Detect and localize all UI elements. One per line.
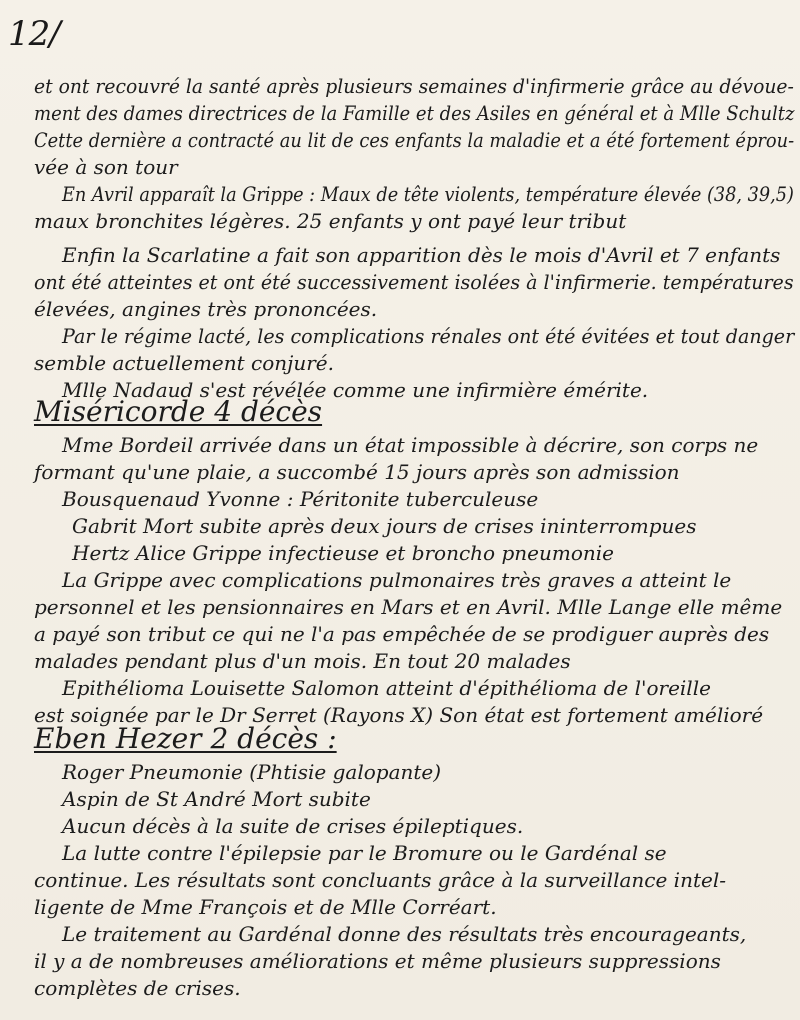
text-line: et ont recouvré la santé après plusieurs semaines d'infirmerie grâce au dévoue- <box>34 74 794 98</box>
section-heading: Miséricorde 4 décès <box>34 395 323 428</box>
text-line: Enfin la Scarlatine a fait son apparition dès le mois d'Avril et 7 enfants <box>62 243 781 267</box>
text-line: Aspin de St André Mort subite <box>62 787 371 811</box>
text-line: malades pendant plus d'un mois. En tout 20 malades <box>34 649 571 673</box>
text-line: est soignée par le Dr Serret (Rayons X) Son état est fortement amélioré <box>34 703 764 727</box>
text-line: continue. Les résultats sont concluants grâce à la surveillance intel- <box>34 868 726 892</box>
text-line: Mme Bordeil arrivée dans un état impossible à décrire, son corps ne <box>62 433 759 457</box>
text-line: ont été atteintes et ont été successivement isolées à l'infirmerie. températures <box>34 270 794 294</box>
text-line: personnel et les pensionnaires en Mars et en Avril. Mlle Lange elle même <box>34 595 783 619</box>
text-line: maux bronchites légères. 25 enfants y ont payé leur tribut <box>34 209 627 233</box>
text-line: Bousquenaud Yvonne : Péritonite tuberculeuse <box>62 487 539 511</box>
text-line: Mlle Nadaud s'est révélée comme une infirmière émérite. <box>62 378 649 402</box>
text-line: il y a de nombreuses améliorations et même plusieurs suppressions <box>34 949 721 973</box>
text-line: Le traitement au Gardénal donne des résultats très encourageants, <box>62 922 747 946</box>
text-line: vée à son tour <box>34 155 178 179</box>
text-line: élevées, angines très prononcées. <box>34 297 378 321</box>
text-line: En Avril apparaît la Grippe : Maux de tête violents, température élevée (38, 39,5) <box>62 182 794 206</box>
text-line: formant qu'une plaie, a succombé 15 jours après son admission <box>34 460 680 484</box>
text-line: semble actuellement conjuré. <box>34 351 334 375</box>
text-line: La lutte contre l'épilepsie par le Bromure ou le Gardénal se <box>62 841 667 865</box>
text-line: Gabrit Mort subite après deux jours de crises ininterrompues <box>72 514 697 538</box>
text-line: Roger Pneumonie (Phtisie galopante) <box>62 760 442 784</box>
text-line: Epithélioma Louisette Salomon atteint d'épithélioma de l'oreille <box>62 676 711 700</box>
page-number: 12/ <box>8 14 60 54</box>
text-line: ligente de Mme François et de Mlle Corréart. <box>34 895 497 919</box>
text-line: Par le régime lacté, les complications rénales ont été évitées et tout danger <box>62 324 795 348</box>
text-line: Aucun décès à la suite de crises épileptiques. <box>62 814 524 838</box>
text-line: Cette dernière a contracté au lit de ces enfants la maladie et a été fortement éprou- <box>34 128 795 152</box>
text-line: complètes de crises. <box>34 976 241 1000</box>
section-heading: Eben Hezer 2 décès : <box>34 722 337 755</box>
text-line: ment des dames directrices de la Famille et des Asiles en général et à Mlle Schultz <box>34 101 795 125</box>
text-line: a payé son tribut ce qui ne l'a pas empêchée de se prodiguer auprès des <box>34 622 770 646</box>
text-line: La Grippe avec complications pulmonaires très graves a atteint le <box>62 568 732 592</box>
text-line: Hertz Alice Grippe infectieuse et broncho pneumonie <box>72 541 614 565</box>
